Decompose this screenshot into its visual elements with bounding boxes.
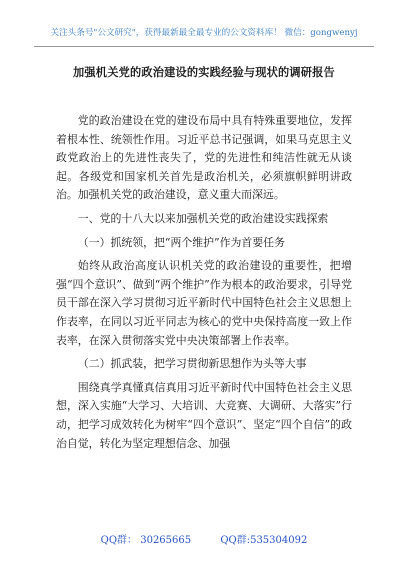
document-body: [56, 112, 352, 458]
subsection-heading: （二）抓武装，把学习贯彻新思想作为头等大事: [77, 357, 307, 371]
body-paragraph: 围绕真学真懂真信真用习近平新时代中国特色社会主义思想，深入实施“大学习、大培训、大竞赛、大调研、大落实”行动，把学习成效转化为树牢“四个意识”、坚定“四个自信”的政治自觉，转化为坚定理想信念、加强: [56, 380, 352, 450]
section-heading: 一、党的十八大以来加强机关党的政治建设实践探索: [77, 211, 329, 225]
subsection-heading: （一）抓统领，把“两个维护”作为首要任务: [77, 235, 285, 249]
footer-qq-groups: [40, 531, 368, 546]
intro-paragraph: 党的政治建设在党的建设布局中具有特殊重要地位，发挥着根本性、统领性作用。习近平总书记强调，如果马克思主义政党政治上的先进性丧失了，党的先进性和纯洁性就无从谈起。各级党和国家机关首先是政治机关，必须旗帜鲜明讲政治。加强机关党的政治建设，意义重大而深远。: [56, 114, 352, 202]
body-paragraph: 始终从政治高度认识机关党的政治建设的重要性，把增强“四个意识”、做到“两个维护”作为根本的政治要求，引导党员干部在深入学习贯彻习近平新时代中国特色社会主义思想上作表率，在同以习近平同志为核心的党中央保持高度一致上作表率，在深入贯彻落实党中央决策部署上作表率。: [56, 259, 352, 347]
footer-qq-group-1: QQ群： 30265665: [100, 535, 192, 546]
footer-qq-group-2: QQ群:535304092: [220, 535, 308, 546]
document-title: 加强机关党的政治建设的实践经验与现状的调研报告: [73, 65, 335, 79]
header-divider: [34, 46, 374, 47]
header-notice: 关注头条号"公文研究"，获得最新最全最专业的公文资料库！ 微信：gongwenyj: [50, 28, 358, 38]
